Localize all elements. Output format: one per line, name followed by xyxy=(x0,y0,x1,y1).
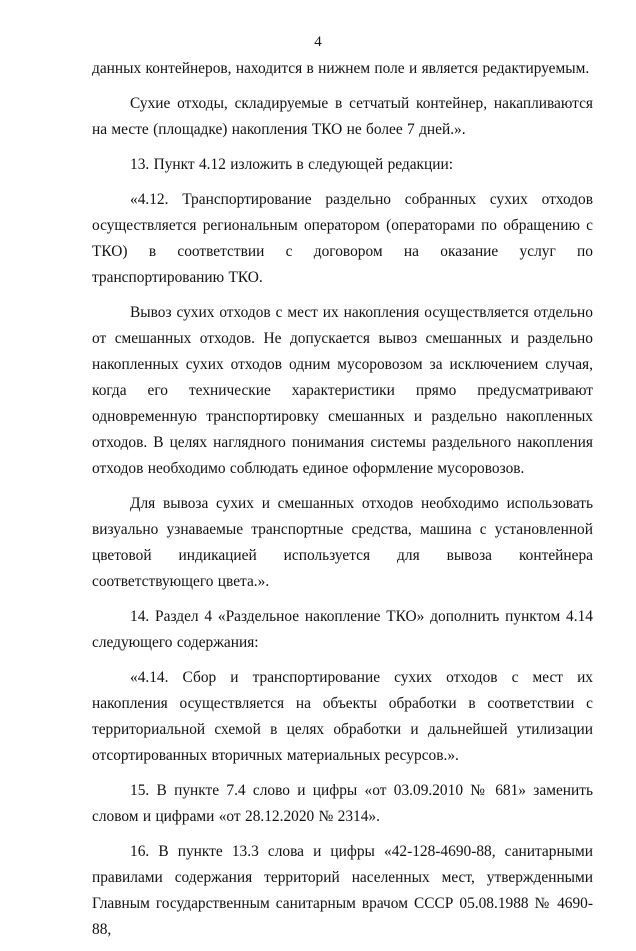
paragraph-7: 14. Раздел 4 «Раздельное накопление ТКО» дополнить пунктом 4.14 следующего содержания: xyxy=(92,608,593,651)
page-number: 4 xyxy=(314,34,322,50)
paragraph-8: «4.14. Сбор и транспортирование сухих отходов с мест их накопления осуществляется на объекты обработки в соответствии с территориальной схемой в целях обработки и дальнейшей утилизации отсортированных вторичных материальных ресурсов.». xyxy=(92,669,593,764)
paragraph-10: 16. В пункте 13.3 слова и цифры «42-128-4690-88, санитарными правилами содержания территорий населенных мест, утвержденными Главным государственным санитарным врачом СССР 05.08.1988 № 4690-88, xyxy=(92,843,593,938)
paragraph-6: Для вывоза сухих и смешанных отходов необходимо использовать визуально узнаваемые транспортные средства, машина с установленной цветовой индикацией используется для вывоза контейнера соответствующего цвета.». xyxy=(92,495,593,590)
paragraph-5: Вывоз сухих отходов с мест их накопления осуществляется отдельно от смешанных отходов. Не допускается вывоз смешанных и раздельно накопленных сухих отходов одним мусоровозом за исключением случая, когда его технические характеристики прямо предусматривают одновременную транспортировку смешанных и раздельно накопленных отходов. В целях наглядного понимания системы раздельного накопления отходов необходимо соблюдать единое оформление мусоровозов. xyxy=(92,304,593,477)
paragraph-2: Сухие отходы, складируемые в сетчатый контейнер, накапливаются на месте (площадке) накопления ТКО не более 7 дней.». xyxy=(92,95,593,138)
paragraph-3: 13. Пункт 4.12 изложить в следующей редакции: xyxy=(130,156,454,173)
paragraph-9: 15. В пункте 7.4 слово и цифры «от 03.09.2010 № 681» заменить словом и цифрами «от 28.12.2020 № 2314». xyxy=(92,782,593,825)
paragraph-1: данных контейнеров, находится в нижнем поле и является редактируемым. xyxy=(92,60,590,77)
document-body xyxy=(92,56,593,951)
paragraph-4: «4.12. Транспортирование раздельно собранных сухих отходов осуществляется региональным оператором (операторами по обращению с ТКО) в соответствии с договором на оказание услуг по транспортированию ТКО. xyxy=(92,191,593,286)
